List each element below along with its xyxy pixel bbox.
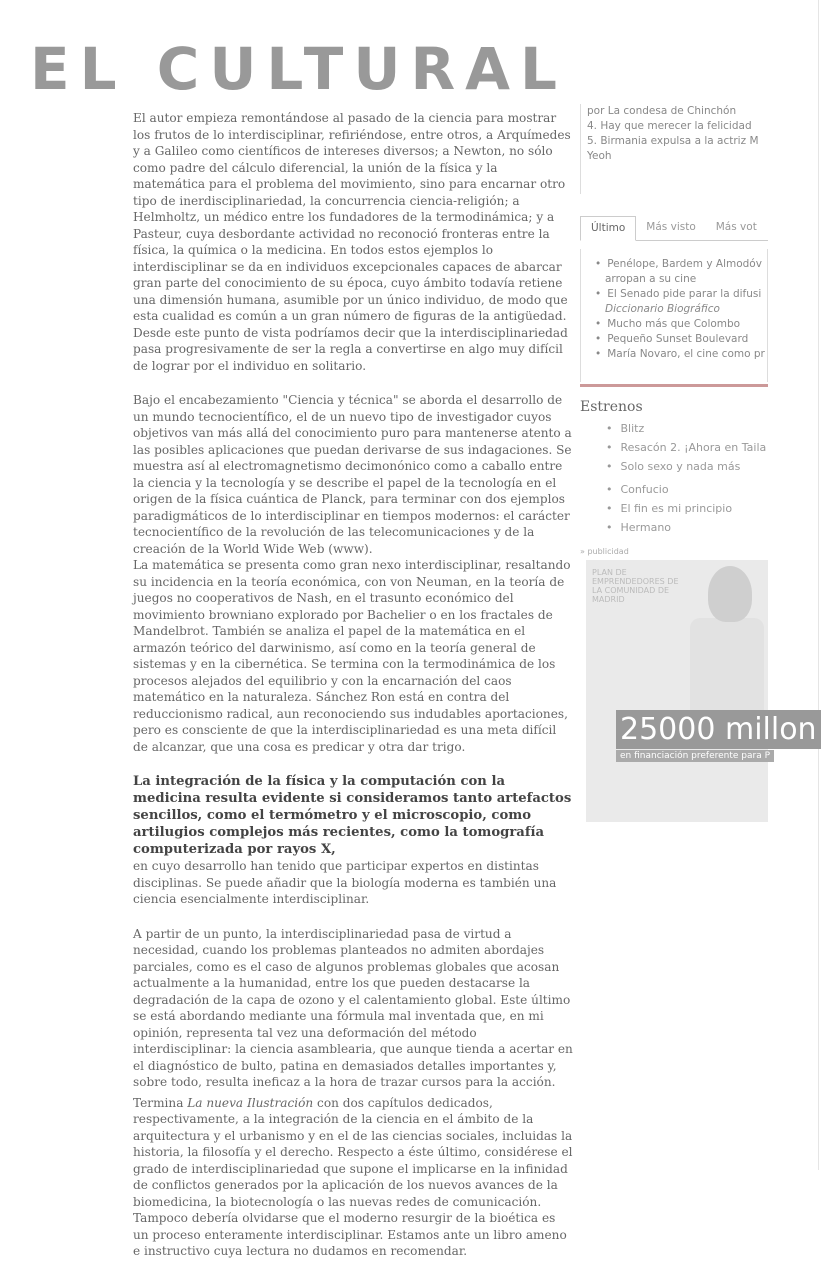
- advertisement[interactable]: [586, 560, 817, 822]
- book-title: La nueva Ilustración: [187, 1095, 314, 1110]
- news-item[interactable]: • Penélope, Bardem y Almodóv: [595, 257, 767, 272]
- news-item[interactable]: • Mucho más que Colombo: [595, 317, 767, 332]
- news-item[interactable]: • Pequeño Sunset Boulevard: [595, 332, 767, 347]
- news-item-italic[interactable]: Diccionario Biográfico: [605, 303, 720, 315]
- estrenos-heading: Estrenos: [580, 399, 643, 415]
- tab-news-list: [580, 249, 768, 382]
- list-item[interactable]: por La condesa de Chinchón: [587, 105, 737, 117]
- paragraph-6-start: Termina: [133, 1095, 184, 1110]
- list-item[interactable]: 4. Hay que merecer la felicidad: [587, 120, 752, 132]
- article-body: [133, 110, 573, 1278]
- estreno-item[interactable]: • Blitz: [606, 419, 768, 438]
- article-paragraph-3: La matemática se presenta como gran nexo interdisciplinar, resaltando su incidencia en la teoría económica, con von Neuman, en la teoría de juegos no cooperativos de Nash, en el trasunto económico del movimiento browniano explorado por Bachelier o en los fractales de Mandelbrot. También se analiza el papel de la matemática en el armazón teórico del darwinismo, así como en la teoría general de sistemas y en la cibernética. Se termina con la termodinámica de los procesos alejados del equilibrio y con la encarnación del caos matemático en la naturaleza. Sánchez Ron está en contra del reduccionismo radical, aun reconociendo sus indudables aportaciones, pero es consciente de que la interdisciplinariedad es una meta difícil de alcanzar, que una cosa es predicar y otra dar trigo.: [133, 558, 571, 754]
- estreno-item[interactable]: • Hermano: [606, 518, 768, 537]
- list-item[interactable]: 5. Birmania expulsa a la actriz M: [587, 135, 759, 147]
- list-item[interactable]: Yeoh: [587, 150, 612, 162]
- article-paragraph-5: A partir de un punto, la interdisciplinariedad pasa de virtud a necesidad, cuando los problemas planteados no admiten abordajes parciales, como es el caso de algunos problemas globales que acosan actualmente a la humanidad, entre los que pueden destacarse la degradación de la capa de ozono y el calentamiento global. Este último se está abordando mediante una fórmula mal inventada que, en mi opinión, representa tal vez una deformación del método interdisciplinar: la ciencia asamblearia, que aunque tienda a acertar en el diagnóstico de bulto, patina en demasiados detalles importantes y, sobre todo, resulta ineficaz a la hora de trazar cursos para la acción.: [133, 926, 573, 1089]
- news-item[interactable]: • El Senado pide parar la difusi: [595, 287, 767, 302]
- article-paragraph-1: El autor empieza remontándose al pasado de la ciencia para mostrar los frutos de lo interdisciplinar, refiriéndose, entre otros, a Arquímedes y a Galileo como científicos de intereses diversos; a Newton, no sólo como padre del cálculo diferencial, la unión de la física y la matemática para el problema del movimiento, sino para encarnar otro tipo de inerdisciplinariedad, la concurrencia ciencia-religión; a Helmholtz, un médico entre los fundadores de la termodinámica; y a Pasteur, cuya desbordante actividad no reconoció fronteras entre la física, la química o la medicina. En todos estos ejemplos lo interdisciplinar se da en individuos excepcionales capaces de abarcar gran parte del conocimiento de su época, cuyo ámbito todavía retiene una dimensión humana, asumible por un único individuo, de modo que esta cualidad es común a un gran número de figuras de la antigüedad. Desde este punto de vista podríamos decir que la interdisciplinariedad pasa progresivamente de ser la regla a convertirse en algo muy difícil de lograr por el individuo en solitario.: [133, 111, 571, 373]
- sidebar: [580, 104, 817, 822]
- ad-subline: en financiación preferente para P: [616, 750, 774, 762]
- news-item[interactable]: • María Novaro, el cine como pr: [595, 347, 767, 362]
- accent-divider: [580, 384, 768, 387]
- estreno-item[interactable]: • Resacón 2. ¡Ahora en Taila: [606, 438, 768, 457]
- estreno-item[interactable]: • Confucio: [606, 480, 768, 499]
- article-paragraph-4-lead: La integración de la física y la computación con la medicina resulta evidente si consideramos tanto artefactos sencillos, como el termómetro y el microscopio, como artilugios complejos más recientes, como la tomografía computerizada por rayos X,: [133, 774, 572, 857]
- paragraph-6-end: con dos capítulos dedicados, respectivamente, a la integración de la ciencia en el ámbito de la arquitectura y el urbanismo y en el de las ciencias sociales, incluidas la historia, la filosofía y el derecho. Respecto a éste último, considérese el grado de interdisciplinariedad que supone el implicarse en la infinidad de conflictos generados por la aplicación de los nuevos avances de la biomedicina, la biotecnología o las nuevas redes de comunicación. Tampoco debería olvidarse que el moderno resurgir de la bioética es un proceso enteramente interdisciplinar. Estamos ante un libro ameno e instructivo cuya lectura no dudamos en recomendar.: [133, 1095, 573, 1258]
- article-paragraph-4: en cuyo desarrollo han tenido que participar expertos en distintas disciplinas. Se puede añadir que la biología moderna es también una ciencia esencialmente interdisciplinar.: [133, 859, 557, 906]
- estreno-item[interactable]: • El fin es mi principio: [606, 499, 768, 518]
- news-item-cont[interactable]: arropan a su cine: [605, 273, 697, 285]
- page-edge-line: [818, 0, 819, 1170]
- ranked-list: [580, 104, 768, 194]
- tab-ultimo[interactable]: Último: [580, 216, 636, 241]
- news-tabs: [580, 216, 768, 241]
- ad-label: » publicidad: [580, 547, 629, 556]
- estrenos-list: [580, 419, 768, 537]
- article-paragraph-6: [133, 1095, 573, 1260]
- tab-mas-votado[interactable]: Más vot: [715, 221, 757, 233]
- ad-text: PLAN DE EMPRENDEDORES DE LA COMUNIDAD DE MADRID: [592, 568, 679, 604]
- tab-mas-visto[interactable]: Más visto: [646, 221, 696, 233]
- news-item-cont[interactable]: [595, 302, 767, 317]
- masthead-logo: EL CULTURAL: [30, 35, 567, 103]
- estreno-item[interactable]: • Solo sexo y nada más: [606, 457, 768, 476]
- article-paragraph-2: Bajo el encabezamiento "Ciencia y técnica" se aborda el desarrollo de un mundo tecnocientífico, el de un nuevo tipo de investigador cuyos objetivos van más allá del conocimiento puro para mantenerse atento a las posibles aplicaciones que puedan derivarse de sus indagaciones. Se muestra así al electromagnetismo decimonónico como a caballo entre la ciencia y la tecnología y se describe el papel de la tecnología en el origen de la física cuántica de Planck, para terminar con dos ejemplos paradigmáticos de lo interdisciplinar en tiempos modernos: el carácter tecnocientífico de la revolución de las telecomunicaciones y de la creación de la World Wide Web (www).: [133, 393, 572, 556]
- ad-headline: 25000 millon: [616, 710, 821, 749]
- ad-person-icon: [708, 566, 752, 622]
